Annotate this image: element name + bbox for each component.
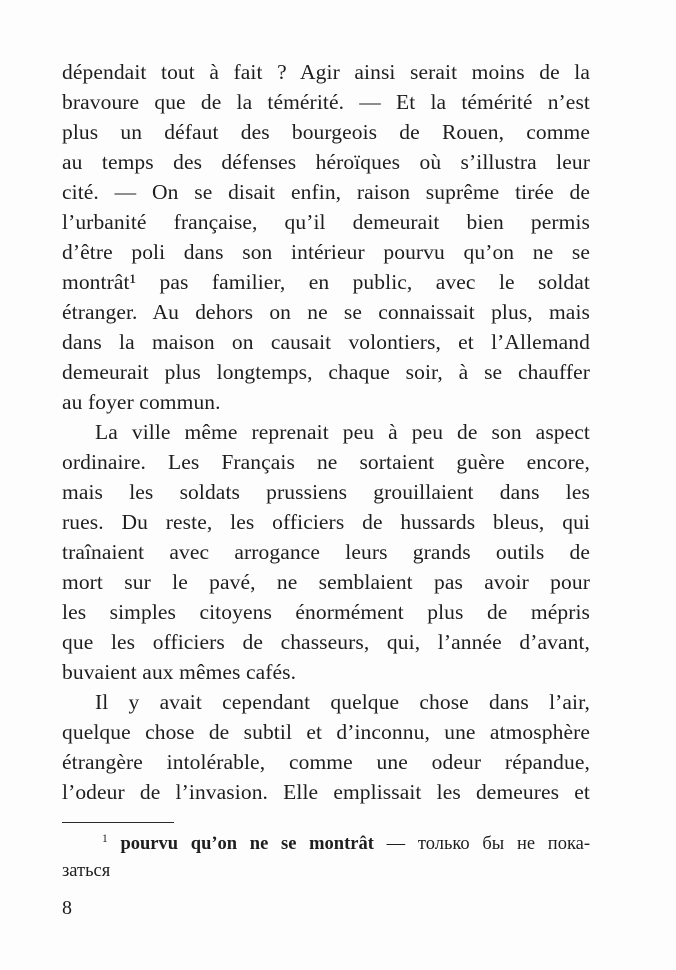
footnote-rule bbox=[62, 822, 174, 823]
footnote-separator: — bbox=[386, 834, 406, 854]
main-text bbox=[62, 57, 590, 807]
text-line: au foyer commun. bbox=[62, 390, 221, 414]
text-line: l’odeur de l’invasion. Elle emplissait les demeures et bbox=[62, 780, 590, 804]
text-line: Il y avait cependant quelque chose dans l’air, bbox=[95, 690, 590, 714]
footnote-term: pourvu qu’on ne se montrât bbox=[120, 834, 374, 854]
text-line: quelque chose de subtil et d’inconnu, une atmosphère bbox=[62, 720, 590, 744]
text-line: mais les soldats prussiens grouillaient dans les bbox=[62, 480, 590, 504]
footnote-line-1 bbox=[62, 831, 590, 858]
text-line: au temps des défenses héroïques où s’illustra leur bbox=[62, 150, 590, 174]
footnote-marker: 1 bbox=[102, 833, 108, 845]
text-line: bravoure que de la témérité. — Et la témérité n’est bbox=[62, 90, 590, 114]
footnote bbox=[62, 822, 590, 885]
text-line: étranger. Au dehors on ne se connaissait plus, mais bbox=[62, 300, 590, 324]
text-line: ordinaire. Les Français ne sortaient guère encore, bbox=[62, 450, 590, 474]
text-line: plus un défaut des bourgeois de Rouen, comme bbox=[62, 120, 590, 144]
footnote-line-2: заться bbox=[62, 861, 111, 881]
text-line: que les officiers de chasseurs, qui, l’année d’avant, bbox=[62, 630, 590, 654]
footnote-translation-part1: только бы не пока- bbox=[417, 834, 591, 854]
text-line: cité. — On se disait enfin, raison suprême tirée de bbox=[62, 180, 590, 204]
text-line: buvaient aux mêmes cafés. bbox=[62, 660, 297, 684]
text-line: étrangère intolérable, comme une odeur répandue, bbox=[62, 750, 590, 774]
text-line: les simples citoyens énormément plus de mépris bbox=[62, 600, 590, 624]
text-line: montrât¹ pas familier, en public, avec le soldat bbox=[62, 270, 590, 294]
text-line: dans la maison on causait volontiers, et l’Allemand bbox=[62, 330, 590, 354]
text-line: demeurait plus longtemps, chaque soir, à se chauffer bbox=[62, 360, 590, 384]
text-line: l’urbanité française, qu’il demeurait bien permis bbox=[62, 210, 590, 234]
text-line: mort sur le pavé, ne semblaient pas avoir pour bbox=[62, 570, 590, 594]
text-line: rues. Du reste, les officiers de hussards bleus, qui bbox=[62, 510, 590, 534]
text-line: d’être poli dans son intérieur pourvu qu’on ne se bbox=[62, 240, 590, 264]
text-line: traînaient avec arrogance leurs grands outils de bbox=[62, 540, 590, 564]
text-line: dépendait tout à fait ? Agir ainsi serait moins de la bbox=[62, 60, 590, 84]
page-number: 8 bbox=[62, 897, 72, 919]
text-line: La ville même reprenait peu à peu de son aspect bbox=[95, 420, 590, 444]
